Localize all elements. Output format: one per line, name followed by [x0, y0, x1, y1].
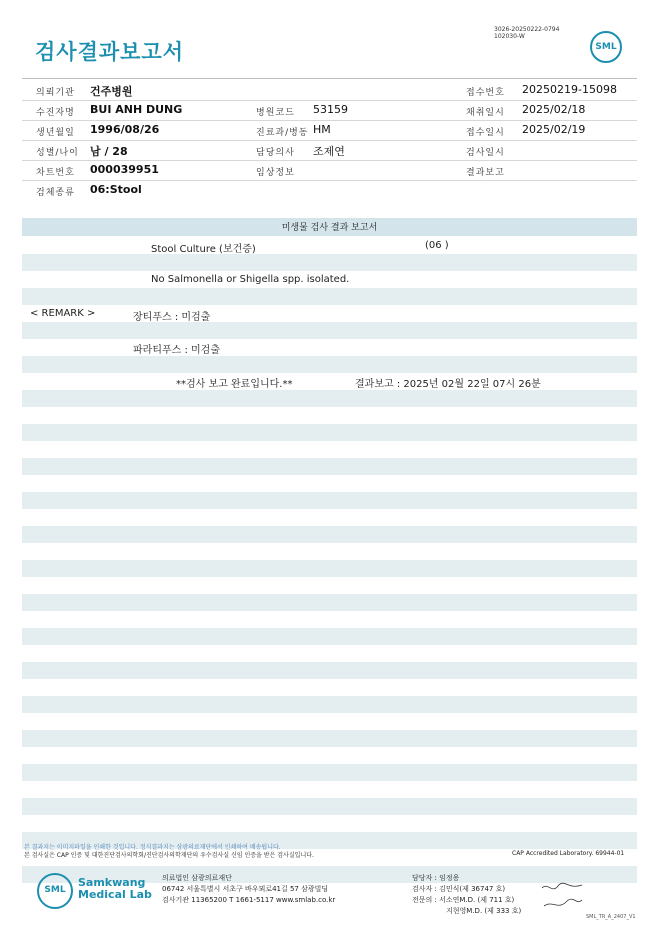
result-band	[22, 560, 637, 577]
certification-notice: 본 검사실은 CAP 인증 및 대한진단검사의학회/진단검사의학재단의 우수검사실 신임 인증을 받은 검사실입니다.	[24, 852, 314, 859]
result-band	[22, 696, 637, 713]
patient-label: 검체종류	[36, 188, 75, 198]
patient-value: 조제연	[313, 145, 345, 158]
lab-address: 의료법인 삼광의료재단 06742 서울특별시 서초구 바우뫼로41길 57 삼광빌딩 검사기관 11365200 T 1661-5117 www.smlab.co.kr	[162, 874, 336, 904]
cap-accreditation: CAP Accredited Laboratory. 69944-01	[512, 850, 625, 857]
signatories: 담당자 : 임정용 검사자 : 김민식(제 36747 호) 전문의 : 서소연M.D. (제 711 호) 지현영M.D. (제 333 호)	[412, 874, 522, 915]
report-time: 결과보고 : 2025년 02월 22일 07시 26분	[355, 379, 541, 390]
patient-label: 성별/나이	[36, 148, 79, 158]
remark-typhoid: 장티푸스 : 미검출	[133, 312, 211, 323]
patient-label: 채취일시	[466, 108, 505, 118]
result-band	[22, 764, 637, 781]
result-band	[22, 390, 637, 407]
patient-label: 생년월일	[36, 128, 75, 138]
row-divider	[22, 120, 637, 121]
patient-value: BUI ANH DUNG	[90, 103, 183, 116]
result-band	[22, 424, 637, 441]
image-notice: 본 결과지는 이미지파일을 인쇄한 것입니다. 정식결과지는 삼광의료재단에서 인쇄하여 배송됩니다.	[24, 844, 281, 851]
patient-value: 남 / 28	[90, 145, 128, 158]
sml-logo: SML	[590, 31, 622, 63]
result-band	[22, 594, 637, 611]
patient-value: HM	[313, 123, 331, 136]
patient-value: 2025/02/19	[522, 123, 586, 136]
patient-label: 수진자명	[36, 108, 75, 118]
remark-label: < REMARK >	[30, 308, 96, 319]
result-band	[22, 322, 637, 339]
footer-logo: SML	[37, 873, 73, 909]
header-divider	[22, 78, 637, 79]
signature-icon	[540, 880, 584, 914]
row-divider	[22, 160, 637, 161]
result-band	[22, 798, 637, 815]
row-divider	[22, 140, 637, 141]
patient-value: 2025/02/18	[522, 103, 586, 116]
result-band	[22, 730, 637, 747]
patient-label: 결과보고	[466, 168, 505, 178]
result-band	[22, 662, 637, 679]
patient-value: 000039951	[90, 163, 159, 176]
patient-value: 건주병원	[90, 85, 133, 98]
test-code: (06 )	[425, 240, 449, 251]
culture-result: No Salmonella or Shigella spp. isolated.	[151, 274, 350, 285]
result-band	[22, 526, 637, 543]
patient-label: 담당의사	[256, 148, 295, 158]
section-title: 미생물 검사 결과 보고서	[281, 223, 378, 233]
result-band	[22, 628, 637, 645]
patient-label: 병원코드	[256, 108, 295, 118]
patient-label: 차트번호	[36, 168, 75, 178]
patient-label: 접수일시	[466, 128, 505, 138]
result-band	[22, 288, 637, 305]
patient-value: 53159	[313, 103, 348, 116]
test-name: Stool Culture (보건증)	[151, 244, 256, 255]
result-band	[22, 492, 637, 509]
page-title: 검사결과보고서	[35, 40, 185, 64]
patient-label: 의뢰기관	[36, 88, 75, 98]
patient-label: 접수번호	[466, 88, 505, 98]
row-divider	[22, 180, 637, 181]
form-code: SML_TR_A_2407_V1	[586, 914, 636, 920]
document-id: 3026-20250222-0794 102030-W	[494, 26, 560, 40]
row-divider	[22, 100, 637, 101]
result-band	[22, 254, 637, 271]
patient-label: 임상정보	[256, 168, 295, 178]
report-complete: **검사 보고 완료입니다.**	[176, 379, 293, 390]
result-band	[22, 356, 637, 373]
patient-value: 1996/08/26	[90, 123, 160, 136]
patient-label: 검사일시	[466, 148, 505, 158]
result-band	[22, 458, 637, 475]
brand-name: Samkwang Medical Lab	[78, 876, 152, 901]
remark-paratyphoid: 파라티푸스 : 미검출	[133, 345, 221, 356]
patient-value: 06:Stool	[90, 183, 142, 196]
patient-label: 진료과/병동	[256, 128, 309, 138]
patient-value: 20250219-15098	[522, 83, 617, 96]
